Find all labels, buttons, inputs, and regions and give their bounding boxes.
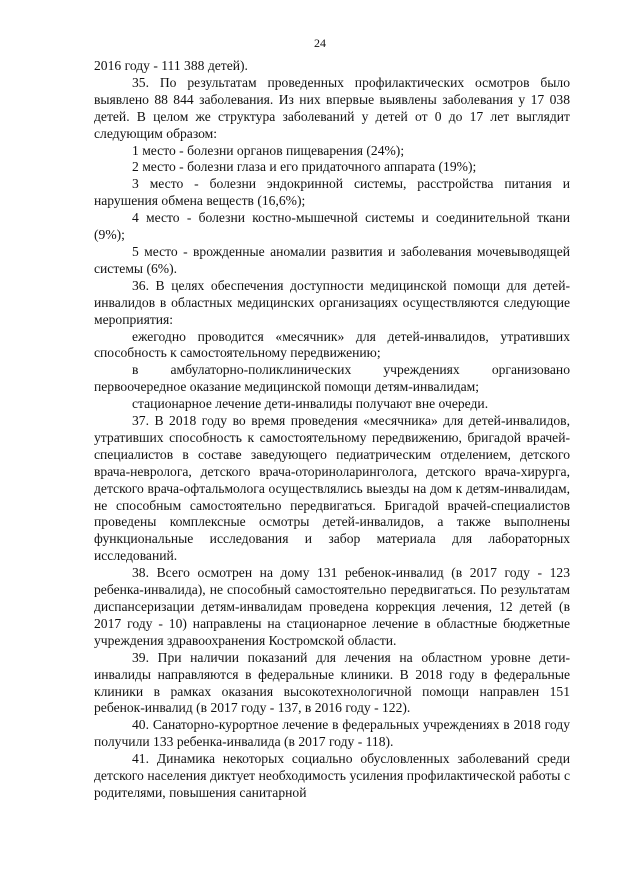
paragraph-38: 38. Всего осмотрен на дому 131 ребенок-инвалид (в 2017 году - 123 ребенка-инвалида), не способный самостоятельно передвигаться. По результатам диспансеризации детям-инвалидам проведена коррекция лечения, 12 детей (в 2017 году - 10) направлены на стационарное лечение в областные бюджетные учреждения здравоохранения Костромской области. bbox=[94, 565, 570, 648]
paragraph-continuation: 2016 году - 111 388 детей). bbox=[94, 58, 248, 73]
paragraph-41: 41. Динамика некоторых социально обусловленных заболеваний среди детского населения диктует необходимость усиления профилактической работы с родителями, повышения санитарной bbox=[94, 751, 570, 800]
list-item-place-3: 3 место - болезни эндокринной системы, расстройства питания и нарушения обмена веществ (16,6%); bbox=[94, 176, 570, 209]
measure-item-2: в амбулаторно-поликлинических учреждениях организовано первоочередное оказание медицинской помощи детям-инвалидам; bbox=[94, 362, 570, 395]
list-item-place-2: 2 место - болезни глаза и его придаточного аппарата (19%); bbox=[132, 159, 477, 175]
list-item-place-1: 1 место - болезни органов пищеварения (24%); bbox=[132, 142, 405, 158]
measure-item-1: ежегодно проводится «месячник» для детей-инвалидов, утративших способность к самостоятельному передвижению; bbox=[94, 328, 570, 361]
paragraph-40: 40. Санаторно-курортное лечение в федеральных учреждениях в 2018 году получили 133 ребенка-инвалида (в 2017 году - 118). bbox=[94, 717, 570, 750]
paragraph-36: 36. В целях обеспечения доступности медицинской помощи для детей-инвалидов в областных медицинских организациях осуществляются следующие мероприятия: bbox=[94, 277, 570, 327]
page-number: 24 bbox=[314, 36, 326, 50]
paragraph-35: 35. По результатам проведенных профилактических осмотров было выявлено 88 844 заболевания. Из них впервые выявлены заболевания у 17 038 детей. В целом же структура заболеваний у детей от 0 до 17 лет выглядит следующим образом: bbox=[94, 74, 570, 141]
document-body bbox=[94, 58, 570, 802]
paragraph-37: 37. В 2018 году во время проведения «месячника» для детей-инвалидов, утративших способность к самостоятельному передвижению, бригадой врачей-специалистов в составе заведующего педиатрическим отделением, детского врача-невролога, детского врача-оториноларинголога, детского врача-хирурга, детского врача-офтальмолога осуществлялись выезды на дом к детям-инвалидам, не способным самостоятельно передвигаться. Бригадой врачей-специалистов проведены комплексные осмотры детей-инвалидов, а также выполнены функциональные исследования и забор материала для лабораторных исследований. bbox=[94, 413, 570, 564]
list-item-place-4: 4 место - болезни костно-мышечной системы и соединительной ткани (9%); bbox=[94, 210, 570, 243]
paragraph-39: 39. При наличии показаний для лечения на областном уровне дети-инвалиды направляются в федеральные клиники. В 2018 году в федеральные клиники в рамках оказания высокотехнологичной помощи направлен 151 ребенок-инвалид (в 2017 году - 137, в 2016 году - 122). bbox=[94, 649, 570, 716]
list-item-place-5: 5 место - врожденные аномалии развития и заболевания мочевыводящей системы (6%). bbox=[94, 243, 570, 276]
measure-item-3: стационарное лечение дети-инвалиды получают вне очереди. bbox=[132, 396, 489, 412]
